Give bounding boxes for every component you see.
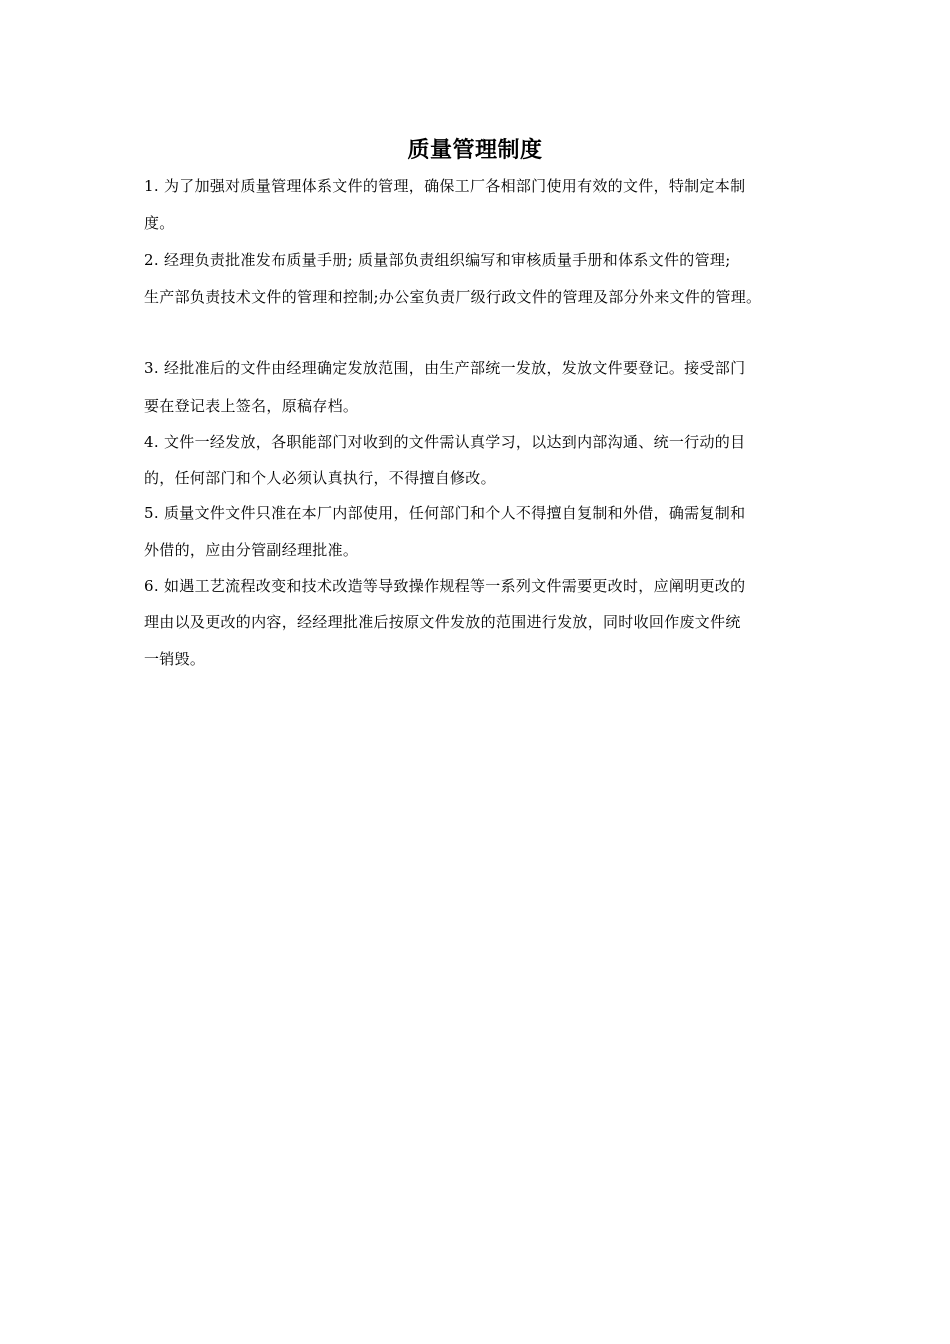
paragraph-5-line-2: 外借的，应由分管副经理批准。: [144, 541, 359, 559]
paragraph-2-line-2: 生产部负责技术文件的管理和控制;办公室负责厂级行政文件的管理及部分外来文件的管理。: [144, 288, 762, 306]
document-title: 质量管理制度: [407, 138, 543, 163]
paragraph-6-line-3: 一销毁。: [144, 650, 206, 668]
paragraph-3-line-1: 3. 经批准后的文件由经理确定发放范围，由生产部统一发放，发放文件要登记。接受部门: [144, 359, 746, 377]
paragraph-1-line-1: 1. 为了加强对质量管理体系文件的管理，确保工厂各相部门使用有效的文件，特制定本制: [144, 177, 746, 195]
paragraph-4-line-1: 4. 文件一经发放，各职能部门对收到的文件需认真学习，以达到内部沟通、统一行动的目: [144, 433, 746, 451]
paragraph-2-line-1: 2. 经理负责批准发布质量手册; 质量部负责组织编写和审核质量手册和体系文件的管理;: [144, 251, 731, 269]
paragraph-6-line-2: 理由以及更改的内容，经经理批准后按原文件发放的范围进行发放，同时收回作废文件统: [144, 613, 741, 631]
paragraph-4-line-2: 的，任何部门和个人必须认真执行，不得擅自修改。: [144, 469, 496, 487]
paragraph-6-line-1: 6. 如遇工艺流程改变和技术改造等导致操作规程等一系列文件需要更改时，应阐明更改的: [144, 577, 746, 595]
paragraph-5-line-1: 5. 质量文件文件只准在本厂内部使用，任何部门和个人不得擅自复制和外借，确需复制和: [144, 504, 746, 522]
paragraph-3-line-2: 要在登记表上签名，原稿存档。: [144, 397, 359, 415]
paragraph-1-line-2: 度。: [144, 214, 175, 232]
